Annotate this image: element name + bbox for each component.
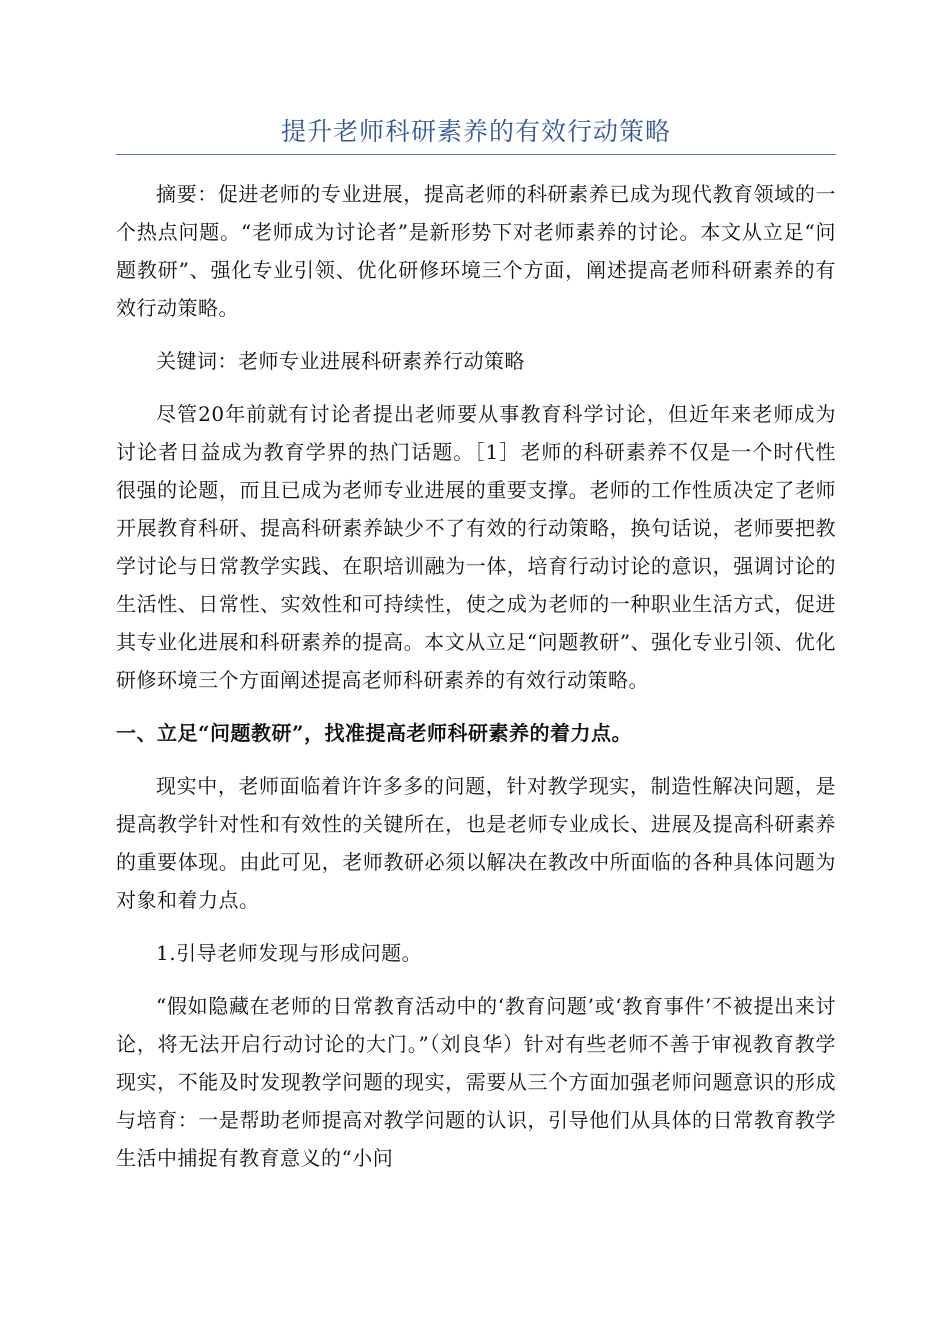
subheading-1: 1.引导老师发现与形成问题。 xyxy=(156,941,423,965)
document-page xyxy=(116,0,836,1177)
paragraph-gap xyxy=(116,752,836,767)
intro-paragraph: 尽管20年前就有讨论者提出老师要从事教育科学讨论，但近年来老师成为讨论者日益成为教育学界的热门话题。［1］老师的科研素养不仅是一个时代性很强的论题，而且已成为老师专业进展的重要支撑。老师的工作性质决定了老师开展教育科研、提高科研素养缺少不了有效的行动策略，换句话说，老师要把教学讨论与日常教学实践、在职培训融为一体，培育行动讨论的意识，强调讨论的生活性、日常性、实效性和可持续性，使之成为老师的一种职业生活方式，促进其专业化进展和科研素养的提高。本文从立足“问题教研”、强化专业引领、优化研修环境三个方面阐述提高老师科研素养的有效行动策略。 xyxy=(116,402,836,692)
paragraph-gap xyxy=(116,380,836,395)
title-underline xyxy=(116,154,836,155)
paragraph-gap xyxy=(116,919,836,934)
paragraph-gap xyxy=(116,327,836,342)
paragraph-gap xyxy=(116,699,836,714)
quote-paragraph: “假如隐藏在老师的日常教育活动中的‘教育问题’或‘教育事件’不被提出来讨论，将无法开启行动讨论的大门。”（刘良华）针对有些老师不善于审视教育教学现实，不能及时发现教学问题的现实，需要从三个方面加强老师问题意识的形成与培育：一是帮助老师提高对教学问题的认识，引导他们从具体的日常教育教学生活中捕捉有教育意义的“小问 xyxy=(116,994,836,1170)
paragraph-gap xyxy=(116,972,836,987)
abstract-paragraph: 摘要：促进老师的专业进展，提高老师的科研素养已成为现代教育领域的一个热点问题。“老师成为讨论者”是新形势下对老师素养的讨论。本文从立足“问题教研”、强化专业引领、优化研修环境三个方面，阐述提高老师科研素养的有效行动策略。 xyxy=(116,182,836,320)
keywords-paragraph: 关键词：老师专业进展科研素养行动策略 xyxy=(156,349,525,373)
section-heading-1: 一、立足“问题教研”，找准提高老师科研素养的着力点。 xyxy=(116,721,633,745)
document-title: 提升老师科研素养的有效行动策略 xyxy=(280,117,671,146)
section1-paragraph: 现实中，老师面临着许许多多的问题，针对教学现实，制造性解决问题，是提高教学针对性和有效性的关键所在，也是老师专业成长、进展及提高科研素养的重要体现。由此可见，老师教研必须以解决在教改中所面临的各种具体问题为对象和着力点。 xyxy=(116,774,836,912)
